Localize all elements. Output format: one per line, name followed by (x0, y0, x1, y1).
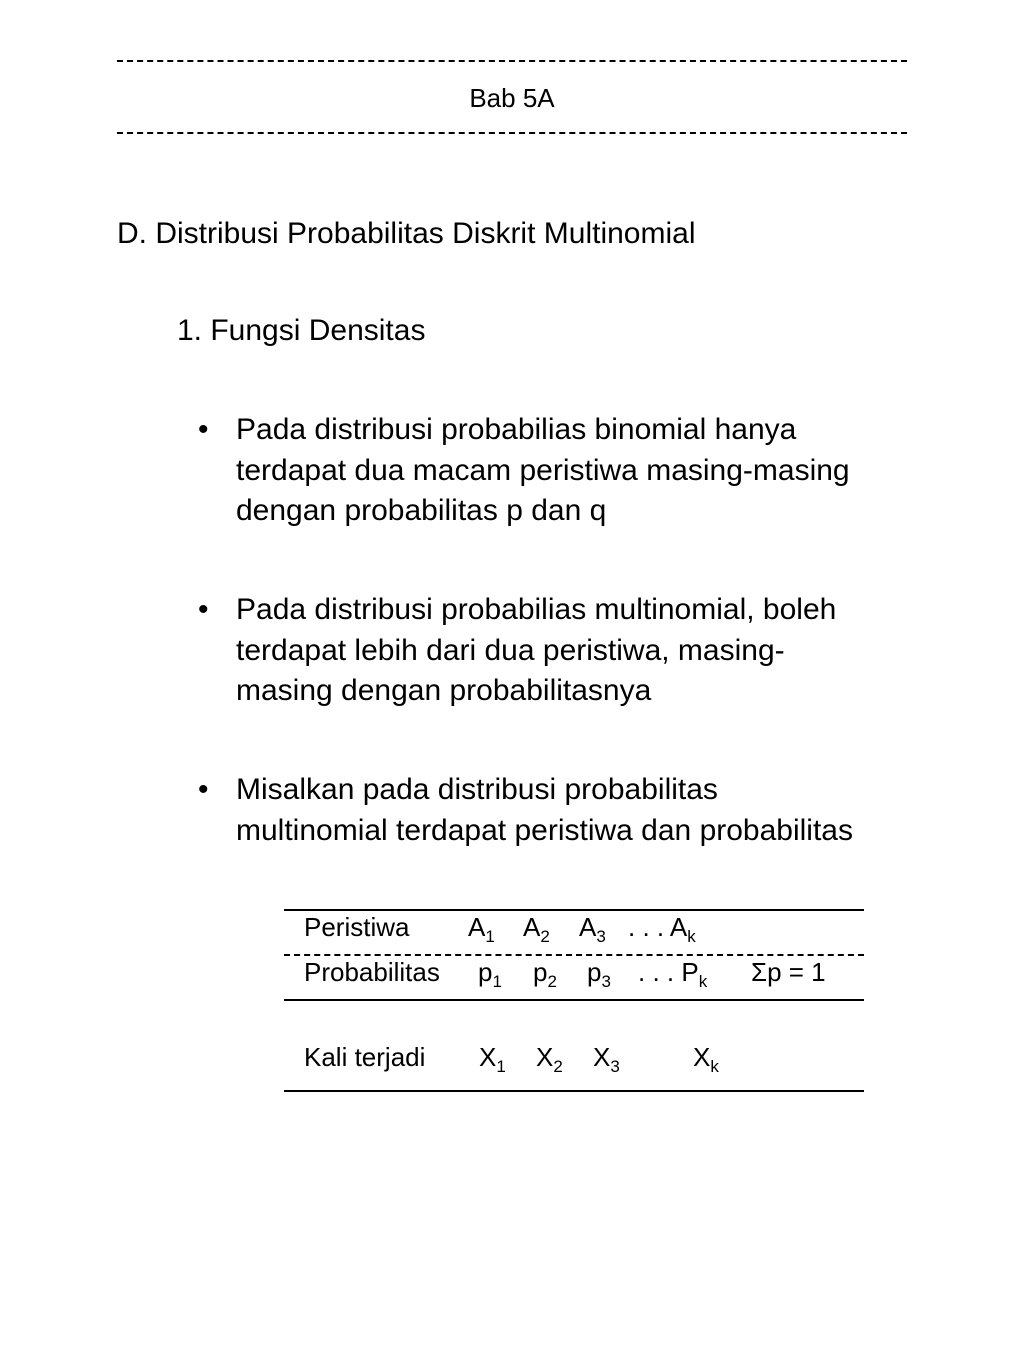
cell-base: . . . A (628, 912, 688, 942)
bullet-text (236, 770, 958, 851)
cell-base: X (693, 1042, 711, 1072)
row-label: Kali terjadi (304, 1042, 426, 1072)
table-cell (523, 910, 550, 944)
bullet-line: Pada distribusi probabilias binomial hanya (236, 413, 797, 446)
header-dashed-rule-bottom (117, 132, 907, 134)
cell-subscript: 2 (553, 1057, 563, 1076)
cell-base: p (478, 957, 493, 987)
cell-base: p (533, 957, 548, 987)
bullet-text (236, 410, 958, 532)
bullet-dot-icon: • (198, 773, 209, 806)
cell-subscript: 1 (485, 927, 495, 946)
cell-subscript: 1 (496, 1057, 506, 1076)
table-cell (579, 910, 606, 944)
cell-base: X (479, 1042, 497, 1072)
subsection-title: 1. Fungsi Densitas (177, 314, 426, 347)
table-row-peristiwa (0, 910, 1024, 950)
table-row-probabilitas (0, 955, 1024, 995)
section-title: D. Distribusi Probabilitas Diskrit Multinomial (117, 217, 696, 250)
chapter-label: Bab 5A (469, 83, 555, 113)
bullet-dot-icon: • (198, 593, 209, 626)
cell-subscript: 3 (601, 972, 611, 991)
bullet-line: dengan probabilitas p dan q (236, 494, 607, 527)
cell-base: X (536, 1042, 554, 1072)
table-row-kali-terjadi (0, 1040, 1024, 1080)
table-cell (638, 955, 707, 989)
cell-subscript: 2 (540, 927, 550, 946)
bullet-item (198, 410, 958, 532)
bullet-line: terdapat dua macam peristiwa masing-masing (236, 453, 850, 487)
bullet-line: Pada distribusi probabilias multinomial, boleh (236, 593, 837, 626)
bullet-line: multinomial terdapat peristiwa dan probabilitas (236, 813, 853, 847)
header-dashed-rule-top (117, 60, 907, 62)
table-rule-middle (284, 999, 864, 1001)
table-cell (628, 910, 696, 944)
bullet-line: masing dengan probabilitasnya (236, 674, 652, 707)
cell-base: X (593, 1042, 611, 1072)
bullet-dot-icon: • (198, 413, 209, 446)
table-cell (478, 955, 502, 989)
cell-base: . . . P (638, 957, 699, 987)
cell-base: A (579, 912, 597, 942)
cell-subscript: 2 (547, 972, 557, 991)
bullet-item (198, 770, 958, 851)
cell-base: p (587, 957, 602, 987)
table-cell (536, 1040, 563, 1074)
table-cell (533, 955, 557, 989)
cell-subscript: k (698, 972, 708, 991)
table-cell (593, 1040, 620, 1074)
cell-subscript: 3 (610, 1057, 620, 1076)
table-cell (479, 1040, 506, 1074)
bullet-text (236, 590, 958, 712)
table-rule-bottom (284, 1090, 864, 1092)
row-label: Peristiwa (304, 912, 410, 942)
table-cell (587, 955, 611, 989)
table-cell (468, 910, 495, 944)
sum-probability: Σp = 1 (751, 957, 826, 987)
bullet-line: terdapat lebih dari dua peristiwa, masing- (236, 633, 785, 667)
cell-subscript: k (710, 1057, 719, 1076)
table-cell (693, 1040, 719, 1074)
bullet-item (198, 590, 958, 712)
cell-base: A (468, 912, 486, 942)
cell-subscript: 1 (492, 972, 502, 991)
row-label: Probabilitas (304, 957, 440, 987)
bullet-line: Misalkan pada distribusi probabilitas (236, 773, 718, 806)
cell-base: A (523, 912, 541, 942)
cell-subscript: k (687, 927, 696, 946)
cell-subscript: 3 (596, 927, 606, 946)
